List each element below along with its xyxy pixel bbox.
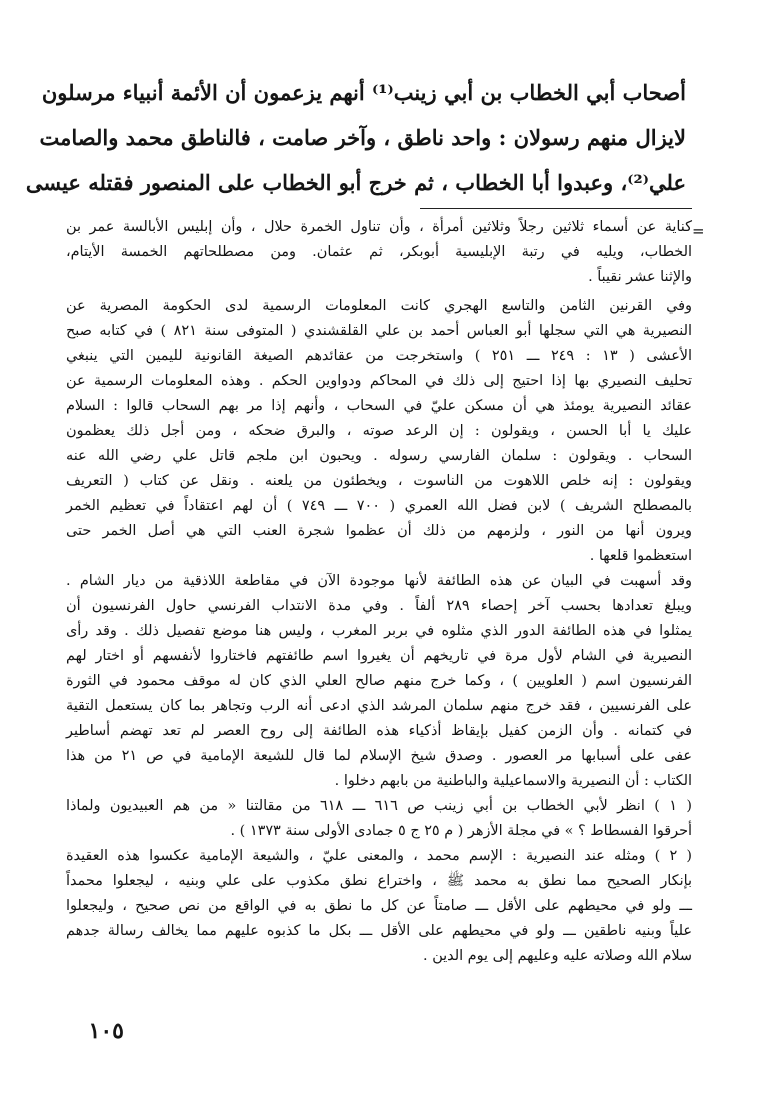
footnote-line: الأعشى ( ١٣ : ٢٤٩ ـــ ٢٥١ ) واستخرجت من عقائدهم الصيغة القانونية لليمين التي ينبغي (66, 348, 693, 364)
main-text-line: علي⁽²⁾، وعبدوا أبا الخطاب ، ثم خرج أبو الخطاب على المنصور فقتله عيسى (25, 170, 686, 195)
footnote-line: تحليف النصيري بها إذا احتيج إلى ذلك في المحاكم ودواوين الحكم . وهذه المعلومات الرسمية عن (66, 373, 692, 389)
footnote-line: النصيرية هي التي سجلها أبو العباس أحمد بن علي القلقشندي ( المتوفى سنة ٨٢١ ) في كتابه صبح (66, 323, 693, 339)
footnote-line: استعظموا قلعها . (589, 548, 692, 564)
footnote-line: بالمصطلح الشريف ) لابن فضل الله العمري ( ٧٠٠ ـــ ٧٤٩ ) أن لهم اعتقاداً في تعظيم الخمر (66, 498, 692, 514)
footnote-line: الكتاب : أن النصيرية والاسماعيلية والباطنية من بابهم دخلوا . (334, 773, 692, 789)
footnote-line: الخطاب، ويليه في رتبة الإبليسية أبوبكر، ثم عثمان. ومن مصطلحاتهم الخمسة الأيتام، (66, 244, 692, 260)
footnote-2-line: ـــ ولو في محيطهم على الأقل ـــ صامتاً عن كل ما نطق به في الواقع من نص صحيح ، وليجعلوا (66, 898, 692, 914)
footnote-line: السحاب . ويقولون : سلمان الفارسي رسوله . ويحبون ابن ملجم قاتل علي رضي الله عنه (66, 448, 692, 464)
footnote-2-line: بإنكار الصحيح مما نطق به محمد ﷺ ، واختراع نطق مكذوب على علي وبنيه ، ليجعلوا محمداً (66, 873, 692, 889)
footnote-1-line: ( ١ ) انظر لأبي الخطاب بن أبي زينب ص ٦١٦ ـــ ٦١٨ من مقالتنا « من هم العبيديون ولماذا (66, 798, 693, 814)
footnote-1-line: أحرقوا الفسطاط ؟ » في مجلة الأزهر ( م ٢٥ ج ٥ جمادى الأولى سنة ١٣٧٣ ) . (230, 823, 692, 839)
main-text-line: لايزال منهم رسولان : واحد ناطق ، وآخر صامت ، فالناطق محمد والصامت (39, 125, 686, 150)
main-text-block (25, 70, 686, 205)
footnote-line: عقائد النصيرية يومئذ هي أن مسكن عليّ في السحاب ، وأنهم إذا مر بهم السحاب قالوا : السلام (66, 398, 692, 414)
footnote-line: وقد أسهبت في البيان عن هذه الطائفة لأنها موجودة الآن في مقاطعة اللاذقية من ديار الشام . (66, 573, 692, 589)
page-number: ١٠٥ (88, 1018, 124, 1044)
footnotes-block (66, 215, 692, 969)
footnote-line: يمثلوا في هذه الطائفة الدور الذي مثلوه في بربر المغرب ، وليس هنا موضع تفصيل ذلك . وقد رأى (66, 623, 692, 639)
footnote-line: على الفرنسيين ، فقد خرج منهم سلمان المرشد الذي ادعى أنه الرب وتجاهر بما كان يستعمل التقية (66, 698, 692, 714)
footnote-2-line: سلام الله وصلاته عليه وعليهم إلى يوم الدين . (423, 948, 692, 964)
footnote-line: عليك يا أبا الحسن ، ويقولون : إن الرعد صوته ، والبرق ضحكه ، ومن أجل ذلك يعظمون (66, 423, 692, 439)
footnote-separator (420, 208, 692, 209)
footnote-line: الفرنسيون اسم ( العلويين ) ، وكما خرج منهم صالح العلي الذي كان له موقف محمود في الثورة (66, 673, 692, 689)
footnote-line: النصيرية في الشام لأول مرة في تاريخهم أن يغيروا اسم طائفتهم فاختاروا لأنفسهم أو اختار لهم (66, 648, 692, 664)
footnote-2-line: ( ٢ ) ومثله عند النصيرية : الإسم محمد ، والمعنى عليّ ، والشيعة الإمامية عكسوا هذه العقيدة (66, 848, 692, 864)
footnote-2-line: علياً وبنيه ناطقين ـــ ولو في محيطهم على الأقل ـــ بكل ما كذبوه عليهم مما يخالف رسالة جدهم (66, 923, 692, 939)
footnote-line: عفى على أسبابها مر العصور . وصدق شيخ الإسلام لما قال للشيعة الإمامية في ص ٢١ من هذا (66, 748, 692, 764)
footnote-line: وفي القرنين الثامن والتاسع الهجري كانت المعلومات الرسمية لدى الحكومة المصرية عن (66, 298, 692, 314)
footnote-line: ويرون أنها من النور ، ولزمهم من ذلك أن عظموا شجرة العنب التي هي أصل الخمر حتى (66, 523, 692, 539)
footnote-line: كناية عن أسماء ثلاثين رجلاً وثلاثين أمرأة ، وأن تناول الخمرة حلال ، وأن إبليس الأبالسة عمر بن (66, 219, 692, 235)
footnote-line: والإثنا عشر نقيباً . (588, 269, 692, 285)
continuation-mark: = (692, 222, 705, 240)
footnote-line: ويقولون : إنه خلص اللاهوت من الناسوت ، ويخطئون من يلعنه . ونقل عن كتاب ( التعريف (66, 473, 692, 489)
main-text-line: أصحاب أبي الخطاب بن أبي زينب⁽¹⁾ أنهم يزعمون أن الأئمة أنبياء مرسلون (41, 80, 686, 105)
footnote-line: ويبلغ تعدادها بحسب آخر إحصاء ٢٨٩ ألفاً . وفي مدة الانتداب الفرنسي حاول الفرنسيون أن (66, 598, 692, 614)
footnote-line: في كتمانه . وأن الزمن كفيل بإيقاظ أذكياء هذه الطائفة إلى روح العصر لم تعد تهضم أساطير (66, 723, 692, 739)
